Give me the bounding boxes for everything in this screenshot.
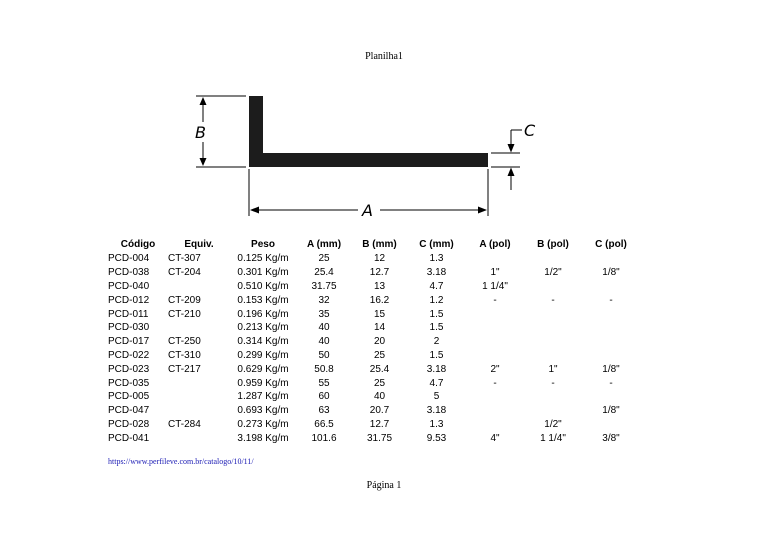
cell-codigo: PCD-017 (108, 336, 150, 348)
cell-b-mm: 20.7 (369, 405, 390, 417)
cell-equiv: CT-310 (168, 349, 201, 361)
cell-c-pol: 1/8" (602, 405, 620, 417)
cell-c-mm: 1.3 (429, 418, 444, 430)
cell-a-pol (466, 321, 524, 335)
cell-b-mm: 16.2 (369, 294, 390, 306)
label-a: A (362, 201, 373, 220)
cell-equiv: CT-217 (168, 363, 201, 375)
cell-a-mm: 50.8 (314, 363, 334, 375)
cell-a-pol: 2" (490, 363, 500, 375)
cell-b-pol: 1 1/4" (540, 432, 566, 444)
source-url-link[interactable]: https://www.perfileve.com.br/catalogo/10/11/ (108, 457, 254, 466)
cell-a-mm: 25.4 (314, 267, 334, 279)
cell-equiv: CT-307 (168, 253, 201, 265)
cell-a-mm: 50 (318, 349, 330, 361)
cell-equiv (168, 404, 230, 418)
cell-peso: 1.287 Kg/m (237, 391, 289, 403)
cell-b-pol: 1" (548, 363, 558, 375)
cell-c-mm: 1.2 (429, 294, 444, 306)
cell-a-mm: 25 (318, 253, 330, 265)
cell-c-pol: - (609, 377, 613, 389)
column-header: B (pol) (537, 239, 569, 250)
cell-codigo: PCD-030 (108, 322, 150, 334)
cell-b-mm: 25 (373, 377, 386, 389)
cell-peso: 0.299 Kg/m (237, 349, 289, 361)
cell-b-pol (524, 280, 582, 294)
cell-codigo: PCD-004 (108, 253, 150, 265)
column-header: Código (120, 239, 156, 250)
cell-c-pol (582, 252, 640, 266)
page-footer: Página 1 (366, 480, 402, 491)
cell-b-mm: 12 (373, 253, 386, 265)
cell-b-pol: 1/2" (544, 267, 562, 279)
cell-c-mm: 1.5 (429, 349, 444, 361)
angle-profile-shape (249, 96, 488, 167)
table-body (108, 252, 640, 445)
table-row (108, 293, 640, 307)
cell-b-pol (524, 335, 582, 349)
cell-a-pol (466, 307, 524, 321)
cell-c-mm: 3.18 (426, 363, 447, 375)
cell-c-mm: 3.18 (426, 267, 447, 279)
cell-peso: 0.629 Kg/m (237, 363, 289, 375)
cell-c-pol: - (609, 294, 613, 306)
cell-b-mm: 25.4 (369, 363, 390, 375)
cell-codigo: PCD-028 (108, 418, 150, 430)
sheet-title: Planilha1 (365, 51, 403, 62)
table-row (108, 404, 640, 418)
cell-c-pol (582, 349, 640, 363)
column-header: B (mm) (362, 239, 397, 250)
table-row (108, 266, 640, 280)
cell-b-mm: 25 (373, 349, 386, 361)
cell-c-mm: 1.3 (429, 253, 444, 265)
cell-codigo: PCD-023 (108, 363, 150, 375)
cell-a-mm: 40 (318, 336, 330, 348)
profile-spec-table (108, 237, 640, 445)
cell-c-mm: 9.53 (426, 432, 447, 444)
cell-codigo: PCD-041 (108, 432, 150, 444)
column-header: C (mm) (419, 239, 454, 250)
cell-c-pol: 1/8" (602, 363, 620, 375)
cell-c-mm: 5 (433, 391, 440, 403)
table-row (108, 376, 640, 390)
cell-peso: 0.959 Kg/m (237, 377, 289, 389)
cell-c-mm: 1.5 (429, 308, 444, 320)
cell-c-pol (582, 335, 640, 349)
table-row (108, 362, 640, 376)
cell-a-mm: 31.75 (311, 280, 337, 292)
column-header: A (pol) (479, 239, 511, 250)
cell-equiv (168, 280, 230, 294)
cell-peso: 0.213 Kg/m (237, 322, 289, 334)
column-header: Equiv. (184, 239, 214, 250)
cell-a-pol (466, 404, 524, 418)
cell-b-pol (524, 349, 582, 363)
cell-a-pol (466, 252, 524, 266)
cell-equiv (168, 431, 230, 445)
cell-b-mm: 20 (373, 336, 386, 348)
cell-b-pol (524, 404, 582, 418)
cell-c-pol: 3/8" (602, 432, 620, 444)
cell-peso: 0.301 Kg/m (237, 267, 289, 279)
cell-peso: 0.196 Kg/m (237, 308, 289, 320)
label-b: B (195, 123, 206, 142)
cell-equiv: CT-250 (168, 336, 201, 348)
cell-a-mm: 40 (318, 322, 330, 334)
cell-c-pol: 1/8" (602, 267, 620, 279)
label-c: C (524, 121, 536, 140)
cell-c-mm: 2 (433, 336, 440, 348)
cell-codigo: PCD-035 (108, 377, 150, 389)
cell-a-pol (466, 335, 524, 349)
cell-b-mm: 15 (373, 308, 386, 320)
column-header: A (mm) (306, 239, 342, 250)
cell-b-mm: 40 (373, 391, 386, 403)
table-row (108, 280, 640, 294)
cell-a-mm: 35 (318, 308, 330, 320)
cell-b-pol (524, 252, 582, 266)
table-row (108, 307, 640, 321)
cell-b-mm: 14 (373, 322, 386, 334)
cell-peso: 3.198 Kg/m (237, 432, 289, 444)
cell-c-pol (582, 280, 640, 294)
cell-equiv: CT-210 (168, 308, 201, 320)
cell-b-pol (524, 390, 582, 404)
dimension-c (491, 130, 522, 190)
cell-a-pol: 4" (490, 432, 500, 444)
cell-equiv (168, 321, 230, 335)
angle-profile-diagram (190, 88, 550, 223)
cell-c-mm: 4.7 (429, 377, 444, 389)
cell-peso: 0.153 Kg/m (237, 294, 289, 306)
cell-a-pol: 1" (490, 267, 500, 279)
cell-c-pol (582, 307, 640, 321)
cell-codigo: PCD-047 (108, 405, 150, 417)
cell-peso: 0.314 Kg/m (237, 336, 289, 348)
column-header: Peso (251, 239, 275, 250)
cell-b-mm: 12.7 (369, 418, 390, 430)
table-row (108, 349, 640, 363)
cell-codigo: PCD-022 (108, 349, 150, 361)
cell-c-mm: 3.18 (426, 405, 447, 417)
cell-codigo: PCD-005 (108, 391, 150, 403)
table-row (108, 252, 640, 266)
cell-b-pol: - (551, 377, 555, 389)
cell-equiv: CT-209 (168, 294, 201, 306)
cell-codigo: PCD-040 (108, 280, 150, 292)
cell-a-mm: 32 (318, 294, 330, 306)
table-row (108, 321, 640, 335)
cell-a-mm: 63 (318, 405, 330, 417)
cell-equiv (168, 390, 230, 404)
cell-a-mm: 60 (318, 391, 330, 403)
cell-b-mm: 12.7 (369, 267, 390, 279)
cell-codigo: PCD-012 (108, 294, 150, 306)
cell-equiv: CT-204 (168, 267, 201, 279)
table-header-row (108, 237, 640, 252)
cell-peso: 0.693 Kg/m (237, 405, 289, 417)
cell-b-pol (524, 307, 582, 321)
cell-c-pol (582, 390, 640, 404)
cell-codigo: PCD-038 (108, 267, 150, 279)
cell-a-pol (466, 349, 524, 363)
cell-a-pol: 1 1/4" (482, 280, 508, 292)
cell-c-pol (582, 321, 640, 335)
cell-a-mm: 101.6 (311, 432, 337, 444)
cell-peso: 0.125 Kg/m (237, 253, 289, 265)
cell-a-mm: 66.5 (314, 418, 334, 430)
cell-peso: 0.273 Kg/m (237, 418, 289, 430)
cell-a-pol: - (493, 294, 497, 306)
cell-codigo: PCD-011 (108, 308, 149, 320)
cell-c-mm: 1.5 (429, 322, 444, 334)
cell-a-mm: 55 (318, 377, 330, 389)
column-header: C (pol) (595, 239, 627, 250)
cell-peso: 0.510 Kg/m (237, 280, 289, 292)
cell-b-pol: - (551, 294, 555, 306)
cell-equiv: CT-284 (168, 418, 201, 430)
table-row (108, 431, 640, 445)
cell-b-pol (524, 321, 582, 335)
cell-equiv (168, 376, 230, 390)
cell-a-pol: - (493, 377, 497, 389)
cell-c-mm: 4.7 (429, 280, 444, 292)
cell-a-pol (466, 390, 524, 404)
table-row (108, 335, 640, 349)
cell-a-pol (466, 418, 524, 432)
cell-b-pol: 1/2" (544, 418, 562, 430)
cell-c-pol (582, 418, 640, 432)
table-row (108, 418, 640, 432)
cell-b-mm: 31.75 (366, 432, 393, 444)
cell-b-mm: 13 (373, 280, 386, 292)
table-row (108, 390, 640, 404)
